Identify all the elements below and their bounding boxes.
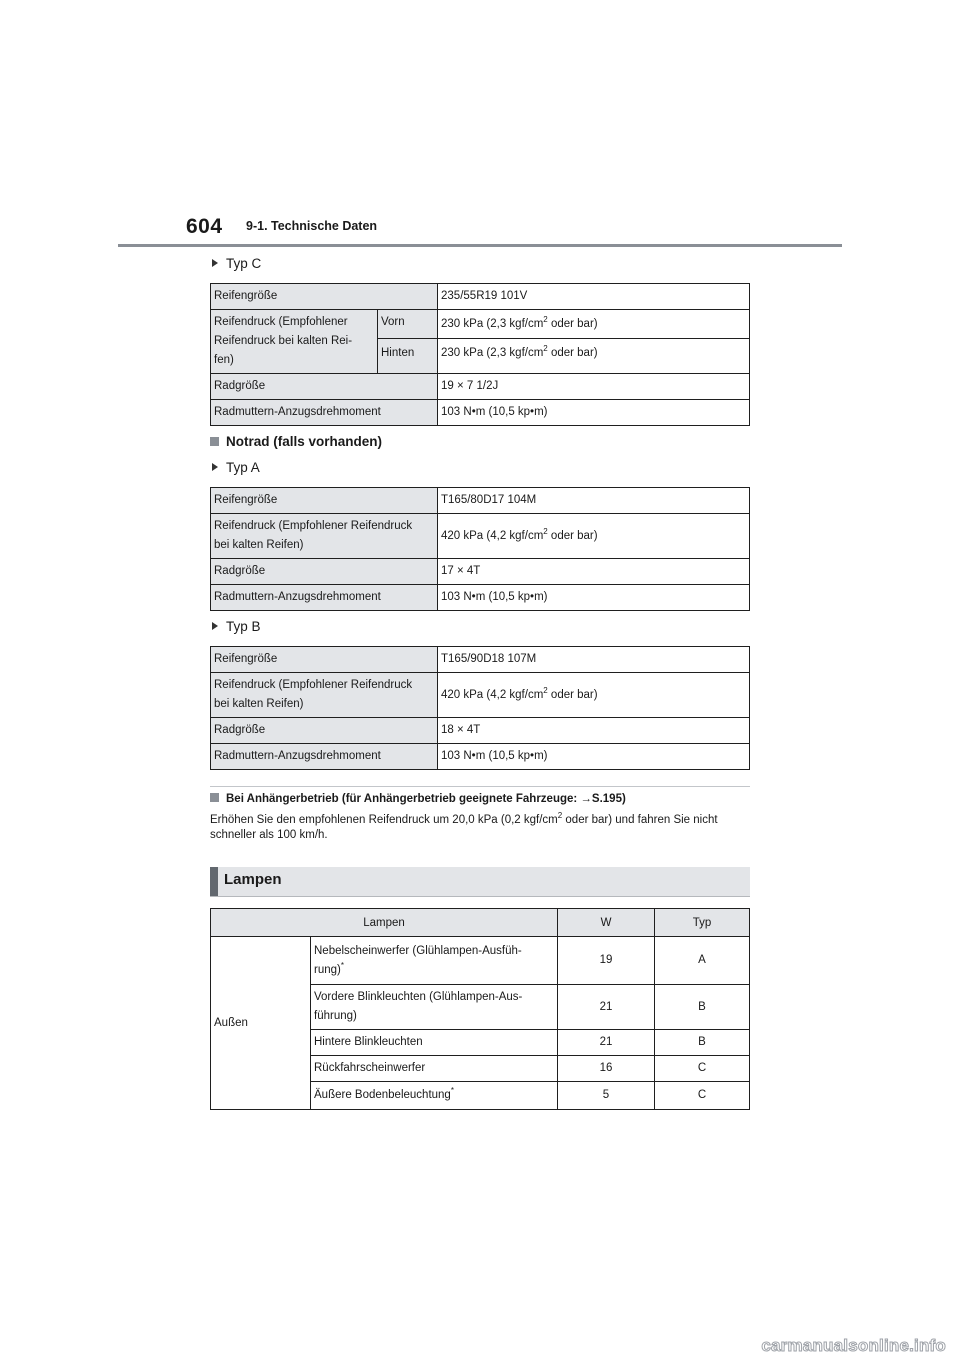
lamp-typ: A — [655, 937, 750, 985]
lampen-section-title: Lampen — [224, 871, 282, 888]
page-number: 604 — [186, 215, 223, 238]
typ-a-label: Typ A — [226, 460, 260, 475]
label-line: bei kalten Reifen) — [214, 539, 304, 551]
typ-c-table — [210, 283, 750, 426]
group-label-aussen: Außen — [211, 937, 311, 1110]
arrow-icon: → — [580, 793, 592, 805]
typ-c-heading — [212, 256, 261, 271]
label-line: Reifendruck (Empfohlener Reifendruck — [214, 520, 413, 532]
table-row — [211, 514, 750, 559]
hinten-label: Hinten — [378, 339, 438, 374]
moment-label: Radmuttern-Anzugsdrehmoment — [211, 585, 438, 611]
square-bullet-icon — [210, 793, 219, 802]
lamp-watt: 21 — [558, 1030, 655, 1056]
typ-b-heading — [212, 619, 261, 634]
table-row — [211, 673, 750, 718]
radgroesse-label: Radgröße — [211, 559, 438, 585]
radgroesse-value: 17 × 4T — [438, 559, 750, 585]
lampen-table — [210, 908, 750, 1110]
label-line: Reifendruck (Empfohlener — [214, 316, 348, 328]
section-divider — [210, 786, 750, 787]
col-header-typ: Typ — [655, 909, 750, 937]
vorn-label: Vorn — [378, 310, 438, 339]
label-line: bei kalten Reifen) — [214, 698, 304, 710]
typ-b-label: Typ B — [226, 619, 261, 634]
reifengroesse-label: Reifengröße — [211, 284, 438, 310]
table-row — [211, 647, 750, 673]
typ-c-label: Typ C — [226, 256, 262, 271]
lamp-watt: 5 — [558, 1082, 655, 1110]
col-header-lampen: Lampen — [211, 909, 558, 937]
watermark-text: carmanualsonline.info — [761, 1336, 946, 1355]
radgroesse-label: Radgröße — [211, 718, 438, 744]
page-reference-link[interactable]: S.195) — [591, 793, 626, 805]
moment-value: 103 N•m (10,5 kp•m) — [438, 400, 750, 426]
radgroesse-label: Radgröße — [211, 374, 438, 400]
table-row — [211, 400, 750, 426]
lampen-section-header — [210, 867, 750, 897]
reifengroesse-value: T165/90D18 107M — [438, 647, 750, 673]
notrad-heading — [210, 434, 382, 449]
lamp-name: Äußere Bodenbeleuchtung* — [311, 1082, 558, 1110]
typ-a-table — [210, 487, 750, 611]
triangle-bullet-icon — [212, 259, 218, 267]
table-row — [211, 744, 750, 770]
lamp-name: Rückfahrscheinwerfer — [311, 1056, 558, 1082]
hinten-value: 230 kPa (2,3 kgf/$cm^2$ oder bar) — [438, 339, 750, 374]
table-row — [211, 585, 750, 611]
reifendruck-label — [211, 310, 378, 374]
reifengroesse-label: Reifengröße — [211, 488, 438, 514]
anhaenger-heading: Bei Anhängerbetrieb (für Anhängerbetrieb geeignete Fahrzeuge: →S.195) — [210, 793, 626, 805]
anhaenger-text: Erhöhen Sie den empfohlenen Reifendruck um 20,0 kPa (0,2 kgf/$cm^2$ oder bar) und fahren Sie nicht schneller als 100 km/h. — [210, 811, 718, 841]
table-row — [211, 488, 750, 514]
triangle-bullet-icon — [212, 463, 218, 471]
reifengroesse-label: Reifengröße — [211, 647, 438, 673]
table-row — [211, 310, 750, 339]
table-header-row — [211, 909, 750, 937]
moment-label: Radmuttern-Anzugsdrehmoment — [211, 400, 438, 426]
label-line: Reifendruck (Empfohlener Reifendruck — [214, 679, 413, 691]
lamp-typ: C — [655, 1056, 750, 1082]
moment-value: 103 N•m (10,5 kp•m) — [438, 744, 750, 770]
label-line: fen) — [214, 354, 234, 366]
section-title: 9-1. Technische Daten — [246, 219, 378, 233]
moment-label: Radmuttern-Anzugsdrehmoment — [211, 744, 438, 770]
radgroesse-value: 18 × 4T — [438, 718, 750, 744]
header-rule — [118, 244, 842, 247]
section-accent-bar — [210, 867, 218, 896]
vorn-value: 230 kPa (2,3 kgf/$cm^2$ oder bar) — [438, 310, 750, 339]
typ-a-heading — [212, 460, 260, 475]
lamp-typ: B — [655, 985, 750, 1030]
lamp-watt: 16 — [558, 1056, 655, 1082]
lamp-typ: C — [655, 1082, 750, 1110]
triangle-bullet-icon — [212, 622, 218, 630]
reifengroesse-value: 235/55R19 101V — [438, 284, 750, 310]
lamp-name: Hintere Blinkleuchten — [311, 1030, 558, 1056]
square-bullet-icon — [210, 437, 219, 446]
lamp-watt: 19 — [558, 937, 655, 985]
table-row — [211, 937, 750, 985]
table-row — [211, 374, 750, 400]
reifendruck-label — [211, 514, 438, 559]
typ-b-table — [210, 646, 750, 770]
lamp-typ: B — [655, 1030, 750, 1056]
lamp-watt: 21 — [558, 985, 655, 1030]
lamp-name: Vordere Blinkleuchten (Glühlampen-Aus- führung) — [311, 985, 558, 1030]
watermark — [0, 1334, 960, 1356]
table-row — [211, 718, 750, 744]
lamp-name: Nebelscheinwerfer (Glühlampen-Ausfüh- rung)* — [311, 937, 558, 985]
reifendruck-label — [211, 673, 438, 718]
table-row — [211, 284, 750, 310]
label-line: Reifendruck bei kalten Rei- — [214, 335, 353, 347]
reifendruck-value: 420 kPa (4,2 kgf/$cm^2$ oder bar) — [438, 514, 750, 559]
reifendruck-value: 420 kPa (4,2 kgf/$cm^2$ oder bar) — [438, 673, 750, 718]
moment-value: 103 N•m (10,5 kp•m) — [438, 585, 750, 611]
radgroesse-value: 19 × 7 1/2J — [438, 374, 750, 400]
notrad-heading-text: Notrad (falls vorhanden) — [226, 434, 383, 449]
reifengroesse-value: T165/80D17 104M — [438, 488, 750, 514]
table-row — [211, 559, 750, 585]
col-header-w: W — [558, 909, 655, 937]
